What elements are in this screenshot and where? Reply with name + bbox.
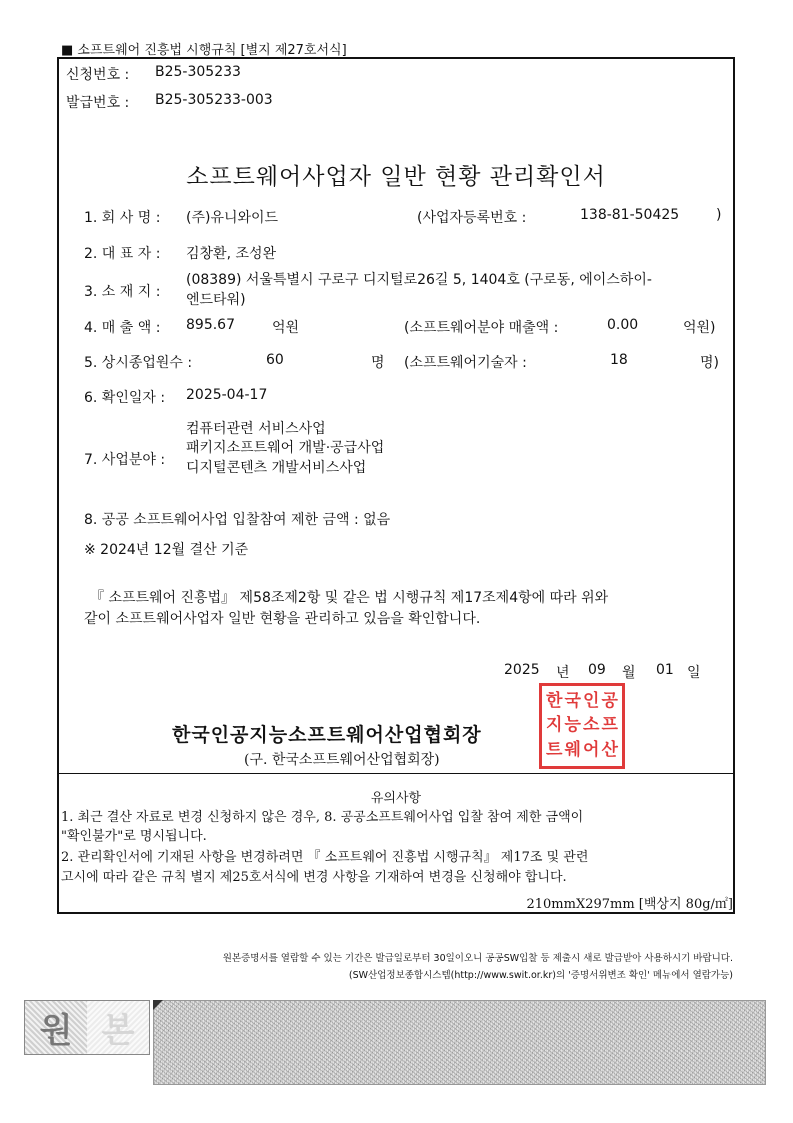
revenue-label: 4. 매 출 액 : — [84, 320, 161, 336]
employees-label: 5. 상시종업원수 : — [84, 355, 193, 371]
application-number-label: 신청번호 : — [66, 67, 130, 83]
employees-unit: 명 — [371, 355, 385, 371]
confirm-date: 2025-04-17 — [186, 387, 268, 403]
pattern-corner-marker — [153, 1000, 163, 1010]
original-mark-char-1: 원 — [25, 1001, 87, 1054]
seal-char: 웨 — [564, 740, 581, 761]
original-mark-char-2: 본 — [87, 1001, 149, 1054]
business-reg-close: ) — [716, 207, 722, 223]
year-unit: 년 — [556, 665, 570, 681]
sw-revenue-unit: 억원) — [683, 320, 716, 336]
paper-spec: 210mmX297mm [백상지 80g/㎡] — [526, 897, 733, 912]
business-field-label: 7. 사업분야 : — [84, 452, 166, 468]
company-label: 1. 회 사 명 : — [84, 210, 161, 226]
month-unit: 월 — [622, 665, 636, 681]
seal-char: 프 — [601, 715, 618, 736]
issue-month: 09 — [588, 662, 606, 678]
official-seal — [539, 683, 625, 769]
notice-line-2: "확인불가"로 명시됩니다. — [61, 829, 207, 844]
address-line-1: (08389) 서울특별시 구로구 디지털로26길 5, 1404호 (구로동, 에이스하이- — [186, 272, 652, 288]
sw-engineers-value: 18 — [610, 352, 628, 368]
business-reg-label: (사업자등록번호 : — [417, 210, 527, 226]
sw-revenue-value: 0.00 — [607, 317, 639, 333]
ceo-label: 2. 대 표 자 : — [84, 246, 161, 262]
business-reg-number: 138-81-50425 — [580, 207, 680, 223]
notice-line-3: 2. 관리확인서에 기재된 사항을 변경하려면 『 소프트웨어 진흥법 시행규칙』 제17조 및 관련 — [61, 850, 589, 865]
seal-char: 공 — [601, 690, 618, 711]
issue-number-label: 발급번호 : — [66, 95, 130, 111]
statement-line-1: 『 소프트웨어 진흥법』 제58조제2항 및 같은 법 시행규칙 제17조제4항에 따라 위와 — [90, 590, 609, 606]
seal-char: 인 — [583, 690, 600, 711]
sw-engineers-label: (소프트웨어기술자 : — [404, 355, 527, 371]
footer-line-2: (SW산업정보종합시스템(http://www.swit.or.kr)의 '증명서위변조 확인' 메뉴에서 열람가능) — [348, 970, 733, 981]
seal-char: 국 — [564, 690, 581, 711]
settlement-note: ※ 2024년 12월 결산 기준 — [84, 542, 249, 558]
issue-day: 01 — [656, 662, 674, 678]
statement-line-2: 같이 소프트웨어사업자 일반 현황을 관리하고 있음을 확인합니다. — [84, 611, 481, 627]
business-field-1: 컴퓨터관련 서비스사업 — [186, 421, 326, 437]
company-name: (주)유니와이드 — [186, 210, 279, 226]
sw-engineers-unit: 명) — [700, 355, 719, 371]
seal-char: 능 — [564, 715, 581, 736]
address-line-2: 엔드타워) — [186, 292, 246, 308]
employees-value: 60 — [266, 352, 284, 368]
seal-char: 한 — [546, 690, 563, 711]
business-field-3: 디지털콘텐츠 개발서비스사업 — [186, 460, 367, 476]
address-label: 3. 소 재 지 : — [84, 284, 161, 300]
original-document-mark — [24, 1000, 150, 1055]
day-unit: 일 — [687, 665, 701, 681]
revenue-value: 895.67 — [186, 317, 235, 333]
application-number: B25-305233 — [155, 64, 241, 80]
form-label: ■ 소프트웨어 진흥법 시행규칙 [별지 제27호서식] — [61, 43, 347, 58]
notice-line-4: 고시에 따라 같은 규칙 별지 제25호서식에 변경 사항을 기재하여 변경을 신청해야 합니다. — [61, 870, 567, 885]
notice-heading: 유의사항 — [370, 791, 422, 806]
bid-limit: 8. 공공 소프트웨어사업 입찰참여 제한 금액 : 없음 — [84, 512, 391, 528]
ceo-names: 김창환, 조성완 — [186, 246, 277, 262]
document-title: 소프트웨어사업자 일반 현황 관리확인서 — [186, 164, 606, 190]
seal-char: 지 — [546, 715, 563, 736]
seal-char: 산 — [601, 740, 618, 761]
sw-revenue-label: (소프트웨어분야 매출액 : — [404, 320, 559, 336]
seal-char: 소 — [583, 715, 600, 736]
issue-number: B25-305233-003 — [155, 92, 273, 108]
confirm-date-label: 6. 확인일자 : — [84, 390, 166, 406]
footer-line-1: 원본증명서를 열람할 수 있는 기간은 발급일로부터 30일이오니 공공SW입찰 등 제출시 새로 발급받아 사용하시기 바랍니다. — [222, 953, 733, 964]
business-field-2: 패키지소프트웨어 개발·공급사업 — [186, 440, 385, 456]
notice-line-1: 1. 최근 결산 자료로 변경 신청하지 않은 경우, 8. 공공소프트웨어사업 입찰 참여 제한 금액이 — [61, 810, 584, 825]
issue-year: 2025 — [504, 662, 540, 678]
seal-char: 어 — [583, 740, 600, 761]
anti-forgery-pattern — [153, 1000, 766, 1085]
seal-characters — [545, 689, 619, 763]
seal-char: 트 — [546, 740, 563, 761]
revenue-unit: 억원 — [272, 320, 300, 336]
issuer-name: 한국인공지능소프트웨어산업협회장 — [172, 724, 482, 746]
issuer-former-name: (구. 한국소프트웨어산업협회장) — [244, 752, 440, 768]
